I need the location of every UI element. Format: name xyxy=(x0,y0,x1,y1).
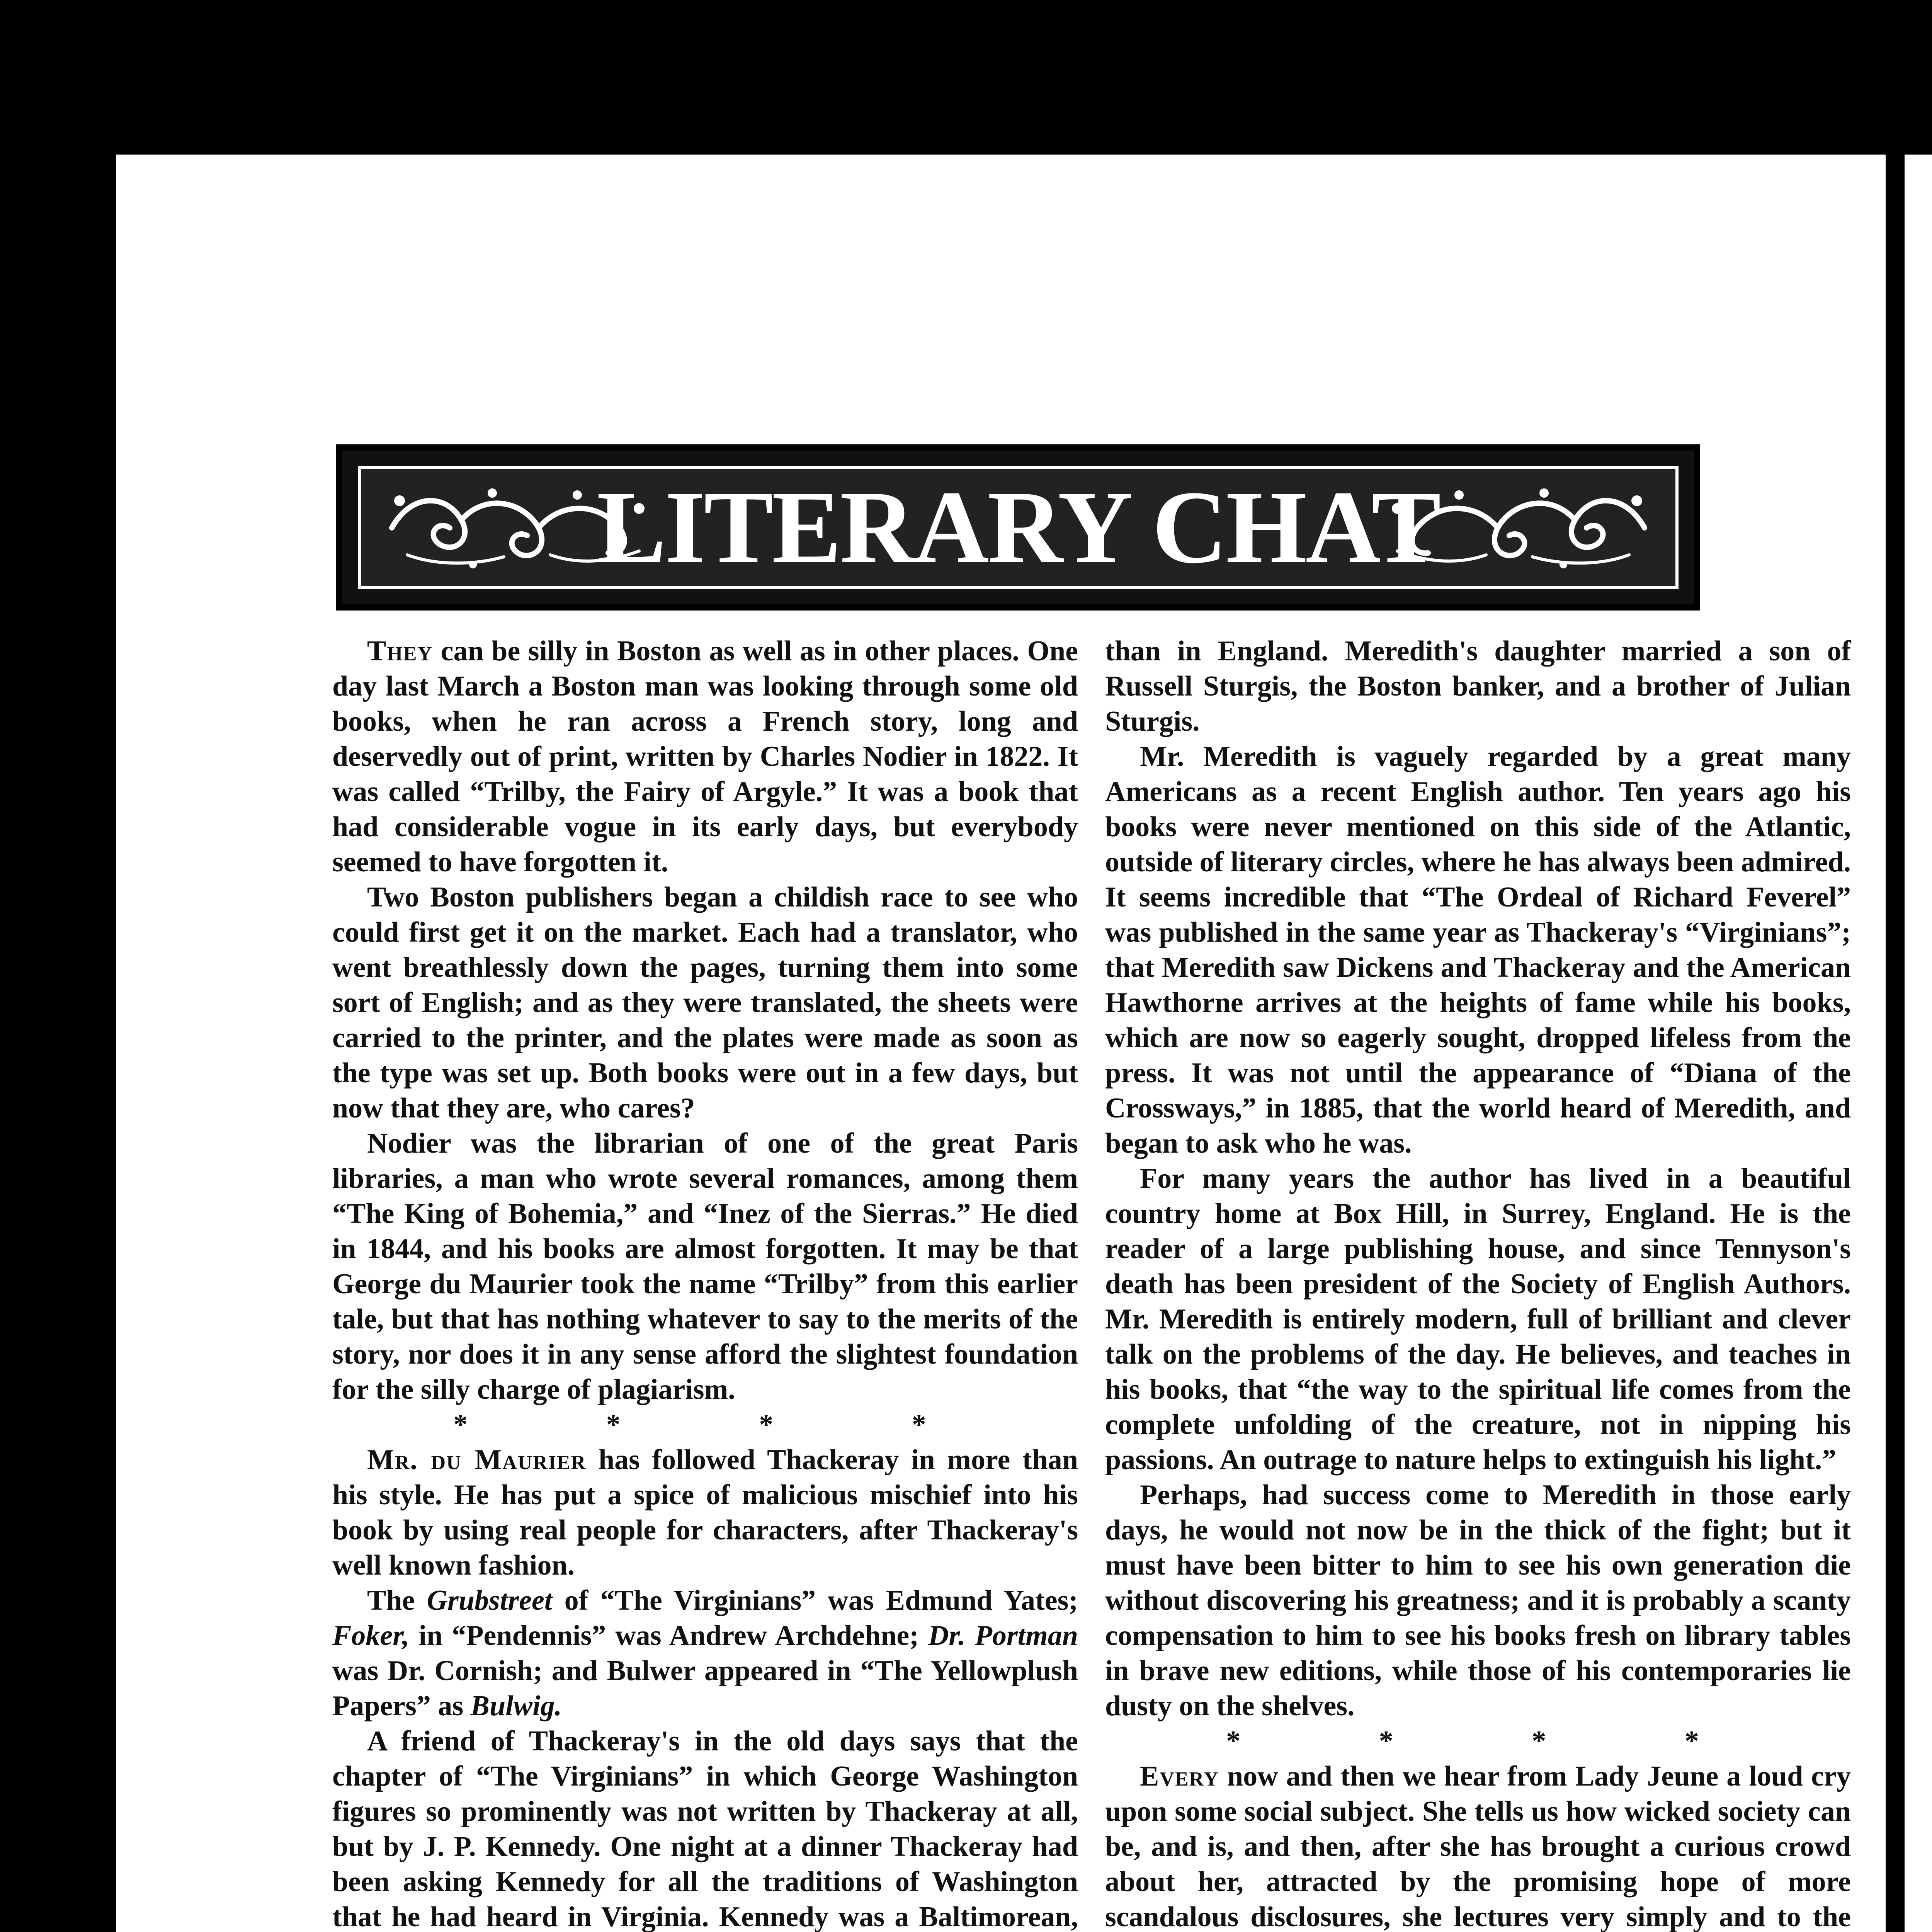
adjacent-page-edge xyxy=(1895,155,1932,1932)
paragraph: Every now and then we hear from Lady Jeune a loud cry upon some social subject. She tells us how wicked society can be, and is, and then, after she has brought a curious crowd about her, attracted by the promising hope of more scandalous disclosures, she lectures very simply and to the xyxy=(1105,1760,1851,1932)
paragraph: Perhaps, had success come to Meredith in those early days, he would not now be in the thick of the fight; but it must have been bitter to him to see his own generation die without discovering his greatness; and it is probably a scanty compensation to him to see his books fresh on library tables in brave new editions, while those of his contemporaries lie dusty on the shelves. xyxy=(1105,1479,1851,1722)
lead-word: Every xyxy=(1140,1760,1219,1792)
lead-word: Mr. du Maurier xyxy=(367,1444,587,1476)
paragraph: Mr. du Maurier has followed Thackeray in more than his style. He has put a spice of malicious mischief into his book by using real people for characters, after Thackeray's well known fashion. xyxy=(332,1444,1078,1581)
paragraph: Mr. Meredith is vaguely regarded by a great many Americans as a recent English author. Ten years ago his books were never mentioned on this side of the Atlantic, outside of literary circles, where he has always been admired. It seems incredible that “The Ordeal of Richard Feverel” was published in the same year as Thackeray's “Virginians”; that Meredith saw Dickens and Thackeray and the American Hawthorne arrives at the heights of fame while his books, which are now so eagerly sought, dropped lifeless from the press. It was not until the appearance of “Diana of the Crossways,” in 1885, that the world heard of Meredith, and began to ask who he was. xyxy=(1105,741,1851,1159)
paragraph: A friend of Thackeray's in the old days says that the chapter of “The Virginians” in which George Washington figures so prominently was not written by Thackeray at all, but by J. P. Kennedy. One night at a dinner Thackeray had been asking Kennedy for all the traditions of Washington that he had heard in Virginia. Kennedy was a Baltimorean, xyxy=(332,1725,1078,1932)
paragraph: They can be silly in Boston as well as in other places. One day last March a Boston man was looking through some old books, when he ran across a French story, long and deservedly out of print, written by Charles Nodier in 1822. It was called “Trilby, the Fairy of Argyle.” It was a book that had considerable vogue in its early days, but everybody seemed to have forgotten it. xyxy=(332,635,1078,878)
paragraph: For many years the author has lived in a beautiful country home at Box Hill, in Surrey, England. He is the reader of a large publishing house, and since Tennyson's death has been president of the Society of English Authors. Mr. Meredith is entirely modern, full of brilliant and clever talk on the problems of the day. He believes, and teaches in his books, that “the way to the spiritual life comes from the complete unfolding of the creature, not in nipping his passions. An outrage to nature helps to extinguish his light.” xyxy=(1105,1163,1851,1476)
paragraph: than in England. Meredith's daughter married a son of Russell Sturgis, the Boston banker, and a brother of Julian Sturgis. xyxy=(1105,635,1851,737)
page-title: LITERARY CHAT xyxy=(597,469,1440,585)
lead-word: They xyxy=(367,635,433,667)
right-column xyxy=(1105,634,1851,1932)
literary-chat-banner xyxy=(336,444,1700,611)
paragraph: Nodier was the librarian of one of the great Paris libraries, a man who wrote several romances, among them “The King of Bohemia,” and “Inez of the Sierras.” He died in 1844, and his books are almost forgotten. It may be that George du Maurier took the name “Trilby” from this earlier tale, but that has nothing whatever to say to the merits of the story, nor does it in any sense afford the slightest foundation for the silly charge of plagiarism. xyxy=(332,1128,1078,1405)
banner-frame xyxy=(358,466,1679,589)
page-seam xyxy=(1895,155,1905,1932)
left-column xyxy=(332,634,1078,1932)
paragraph: Two Boston publishers began a childish race to see who could first get it on the market. Each had a translator, who went breathlessly down the pages, turning them into some sort of English; and as they were translated, the sheets were carried to the printer, and the plates were made as soon as the type was set up. Both books were out in a few days, but now that they are, who cares? xyxy=(332,881,1078,1124)
paragraph: The Grubstreet of “The Virginians” was Edmund Yates; Foker, in “Pendennis” was Andrew Archdehne; Dr. Portman was Dr. Cornish; and Bulwer appeared in “The Yellowplush Papers” as Bulwig. xyxy=(332,1585,1078,1722)
section-divider: * * * * xyxy=(453,1409,992,1440)
section-divider: * * * * xyxy=(1226,1725,1765,1757)
magazine-page xyxy=(116,155,1886,1932)
